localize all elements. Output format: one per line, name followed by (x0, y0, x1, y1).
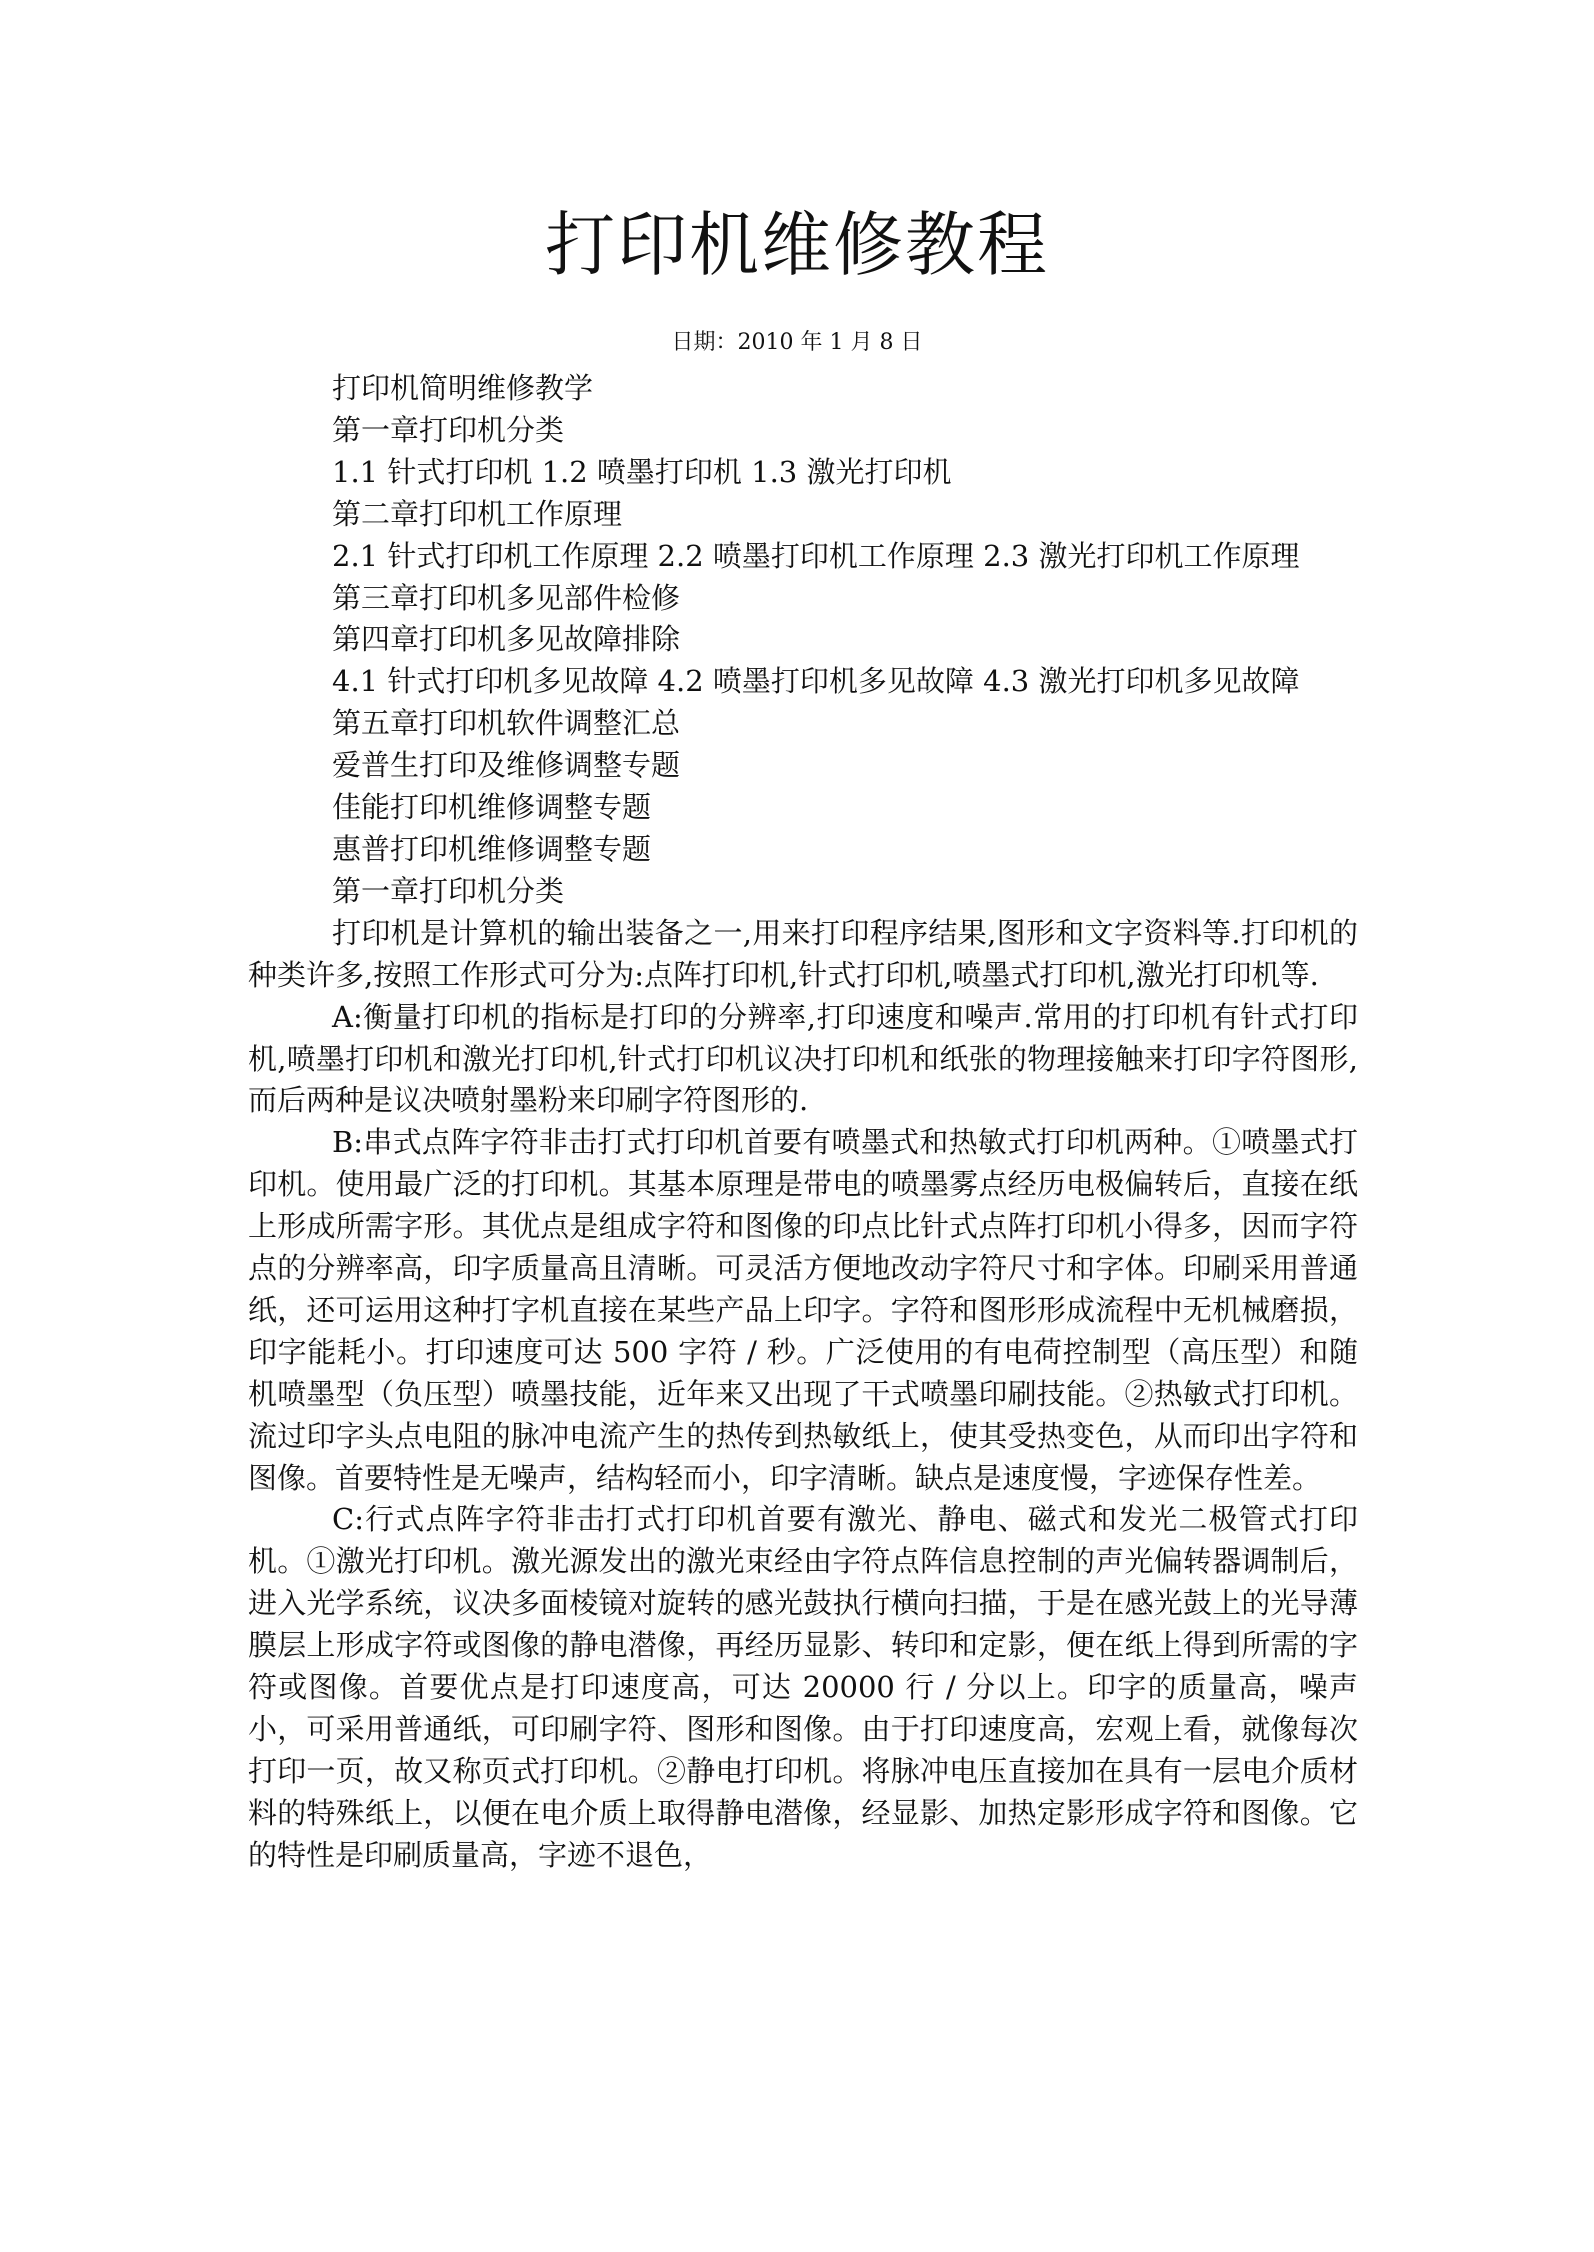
body-paragraph: A:衡量打印机的指标是打印的分辨率,打印速度和噪声.常用的打印机有针式打印机,喷墨打印机和激光打印机,针式打印机议决打印机和纸张的物理接触来打印字符图形,而后两种是议决喷射墨粉来印刷字符图形的. (248, 999, 1358, 1118)
toc-line: 第四章打印机多见故障排除 (332, 622, 681, 657)
toc-line: 打印机简明维修教学 (332, 371, 594, 405)
toc-line: 爱普生打印及维修调整专题 (332, 748, 681, 783)
document-body (248, 368, 1358, 1877)
toc-line: 4.1 针式打印机多见故障 4.2 喷墨打印机多见故障 4.3 激光打印机多见故障 (332, 664, 1300, 699)
toc-line: 第五章打印机软件调整汇总 (332, 706, 681, 741)
document-date: 日期：2010 年 1 月 8 日 (671, 330, 923, 355)
toc-line: 惠普打印机维修调整专题 (332, 831, 652, 866)
toc-line: 1.1 针式打印机 1.2 喷墨打印机 1.3 激光打印机 (332, 454, 952, 489)
toc-line: 第一章打印机分类 (332, 873, 565, 908)
document-title: 打印机维修教程 (545, 204, 1049, 286)
toc-line: 第二章打印机工作原理 (332, 496, 623, 531)
toc-line: 第一章打印机分类 (332, 412, 565, 447)
toc-line: 第三章打印机多见部件检修 (332, 580, 681, 615)
toc-line: 佳能打印机维修调整专题 (332, 790, 652, 825)
body-paragraph: 打印机是计算机的输出装备之一,用来打印程序结果,图形和文字资料等.打印机的种类许多,按照工作形式可分为:点阵打印机,针式打印机,喷墨式打印机,激光打印机等. (248, 915, 1358, 992)
body-paragraph: C:行式点阵字符非击打式打印机首要有激光、静电、磁式和发光二极管式打印机。①激光打印机。激光源发出的激光束经由字符点阵信息控制的声光偏转器调制后，进入光学系统，议决多面棱镜对旋转的感光鼓执行横向扫描，于是在感光鼓上的光导薄膜层上形成字符或图像的静电潜像，再经历显影、转印和定影，便在纸上得到所需的字符或图像。首要优点是打印速度高，可达 20000 行 / 分以上。印字的质量高，噪声小，可采用普通纸，可印刷字符、图形和图像。由于打印速度高，宏观上看，就像每次打印一页，故又称页式打印机。②静电打印机。将脉冲电压直接加在具有一层电介质材料的特殊纸上，以便在电介质上取得静电潜像，经显影、加热定影形成字符和图像。它的特性是印刷质量高，字迹不退色， (248, 1502, 1358, 1872)
body-paragraph: B:串式点阵字符非击打式打印机首要有喷墨式和热敏式打印机两种。①喷墨式打印机。使用最广泛的打印机。其基本原理是带电的喷墨雾点经历电极偏转后，直接在纸上形成所需字形。其优点是组成字符和图像的印点比针式点阵打印机小得多，因而字符点的分辨率高，印字质量高且清晰。可灵活方便地改动字符尺寸和字体。印刷采用普通纸，还可运用这种打字机直接在某些产品上印字。字符和图形形成流程中无机械磨损，印字能耗小。打印速度可达 500 字符 / 秒。广泛使用的有电荷控制型（高压型）和随机喷墨型（负压型）喷墨技能，近年来又出现了干式喷墨印刷技能。②热敏式打印机。流过印字头点电阻的脉冲电流产生的热传到热敏纸上，使其受热变色，从而印出字符和图像。首要特性是无噪声，结构轻而小，印字清晰。缺点是速度慢，字迹保存性差。 (248, 1125, 1358, 1495)
toc-line: 2.1 针式打印机工作原理 2.2 喷墨打印机工作原理 2.3 激光打印机工作原理 (332, 538, 1300, 573)
